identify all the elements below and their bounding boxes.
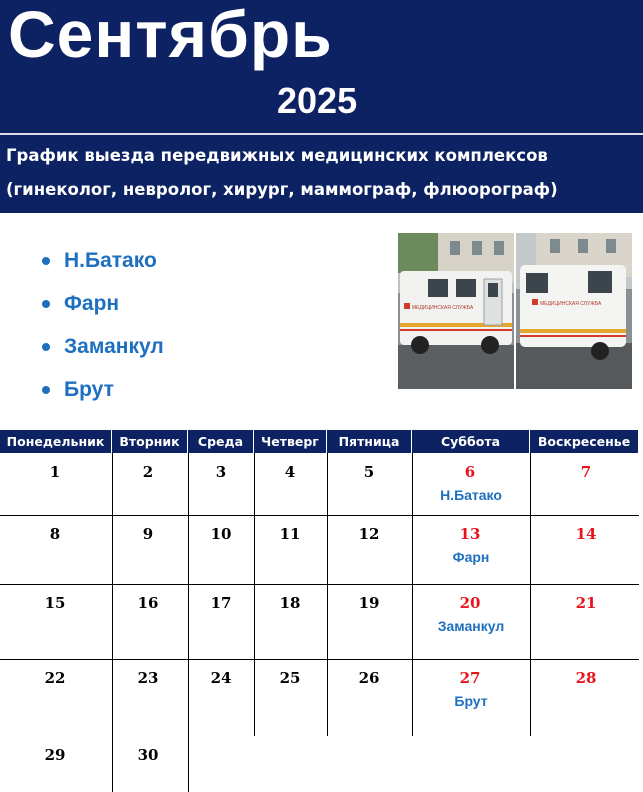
- calendar-day-number: 10: [210, 525, 232, 543]
- calendar-day-number: 18: [279, 594, 301, 612]
- weekday-header-row: [0, 430, 639, 453]
- calendar-day-number: 6: [464, 463, 476, 481]
- calendar-day-number: 2: [142, 463, 154, 481]
- village-item: [40, 246, 164, 289]
- calendar-day-number: 11: [279, 525, 301, 543]
- calendar-day-number: 23: [137, 669, 159, 687]
- bullet-icon: [42, 257, 50, 265]
- subtitle-line-2: (гинеколог, невролог, хирург, маммограф, флюорограф): [6, 180, 558, 199]
- title-banner: [0, 0, 643, 133]
- calendar-day-number: 9: [142, 525, 154, 543]
- year-title: 2025: [277, 80, 358, 121]
- subtitle-line-1: График выезда передвижных медицинских комплексов: [6, 146, 548, 165]
- calendar-day-number: 8: [49, 525, 61, 543]
- village-item: [40, 332, 164, 375]
- village-label: Брут: [64, 378, 114, 401]
- calendar-day-number: 3: [215, 463, 227, 481]
- calendar-day-number: 5: [363, 463, 375, 481]
- weekday-header: Вторник: [112, 430, 188, 453]
- svg-text:МЕДИЦИНСКАЯ СЛУЖБА: МЕДИЦИНСКАЯ СЛУЖБА: [540, 301, 602, 307]
- calendar-event-label: Заманкул: [437, 618, 505, 634]
- mobile-clinic-van-image: [516, 233, 632, 389]
- bullet-icon: [42, 386, 50, 394]
- village-label: Заманкул: [64, 335, 164, 358]
- svg-text:МЕДИЦИНСКАЯ СЛУЖБА: МЕДИЦИНСКАЯ СЛУЖБА: [412, 305, 474, 311]
- month-title: Сентябрь: [8, 0, 333, 71]
- calendar-day-number: 16: [137, 594, 159, 612]
- calendar-day-number: 27: [459, 669, 481, 687]
- calendar-day-number: 28: [575, 669, 597, 687]
- calendar-day-number: 17: [210, 594, 232, 612]
- calendar-day-number: 15: [44, 594, 66, 612]
- weekday-header: Понедельник: [0, 430, 112, 453]
- grid-column-line: [188, 453, 189, 792]
- village-list: [40, 246, 164, 418]
- calendar-day-number: 19: [358, 594, 380, 612]
- village-label: Н.Батако: [64, 249, 157, 272]
- bullet-icon: [42, 300, 50, 308]
- calendar-day-number: 4: [284, 463, 296, 481]
- calendar-day-number: 13: [459, 525, 481, 543]
- calendar-day-number: 14: [575, 525, 597, 543]
- mobile-clinic-photo-right: [516, 233, 632, 389]
- village-label: Фарн: [64, 292, 120, 315]
- weekday-header: Воскресенье: [530, 430, 639, 453]
- grid-row-line: [0, 584, 639, 585]
- grid-column-line: [530, 453, 531, 736]
- calendar-day-number: 21: [575, 594, 597, 612]
- grid-column-line: [327, 453, 328, 736]
- grid-column-line: [254, 453, 255, 736]
- mobile-clinic-van-image: [398, 233, 514, 389]
- calendar-day-number: 12: [358, 525, 380, 543]
- calendar-event-label: Брут: [454, 693, 488, 709]
- calendar-day-number: 29: [44, 746, 66, 764]
- calendar-day-number: 20: [459, 594, 481, 612]
- grid-column-line: [112, 453, 113, 792]
- village-item: [40, 375, 164, 418]
- weekday-header: Суббота: [412, 430, 530, 453]
- grid-row-line: [0, 515, 639, 516]
- calendar-event-label: Н.Батако: [440, 487, 502, 503]
- weekday-header: Среда: [188, 430, 254, 453]
- weekday-header: Пятница: [327, 430, 412, 453]
- mobile-clinic-photo-left: [398, 233, 514, 389]
- calendar-day-number: 25: [279, 669, 301, 687]
- village-item: [40, 289, 164, 332]
- calendar-event-label: Фарн: [452, 549, 490, 565]
- calendar-day-number: 7: [580, 463, 592, 481]
- bullet-icon: [42, 343, 50, 351]
- calendar-day-number: 24: [210, 669, 232, 687]
- calendar-day-number: 1: [49, 463, 61, 481]
- grid-row-line: [0, 659, 639, 660]
- calendar-day-number: 22: [44, 669, 66, 687]
- calendar-day-number: 30: [137, 746, 159, 764]
- calendar-day-number: 26: [358, 669, 380, 687]
- subtitle-banner: [0, 135, 643, 213]
- weekday-header: Четверг: [254, 430, 327, 453]
